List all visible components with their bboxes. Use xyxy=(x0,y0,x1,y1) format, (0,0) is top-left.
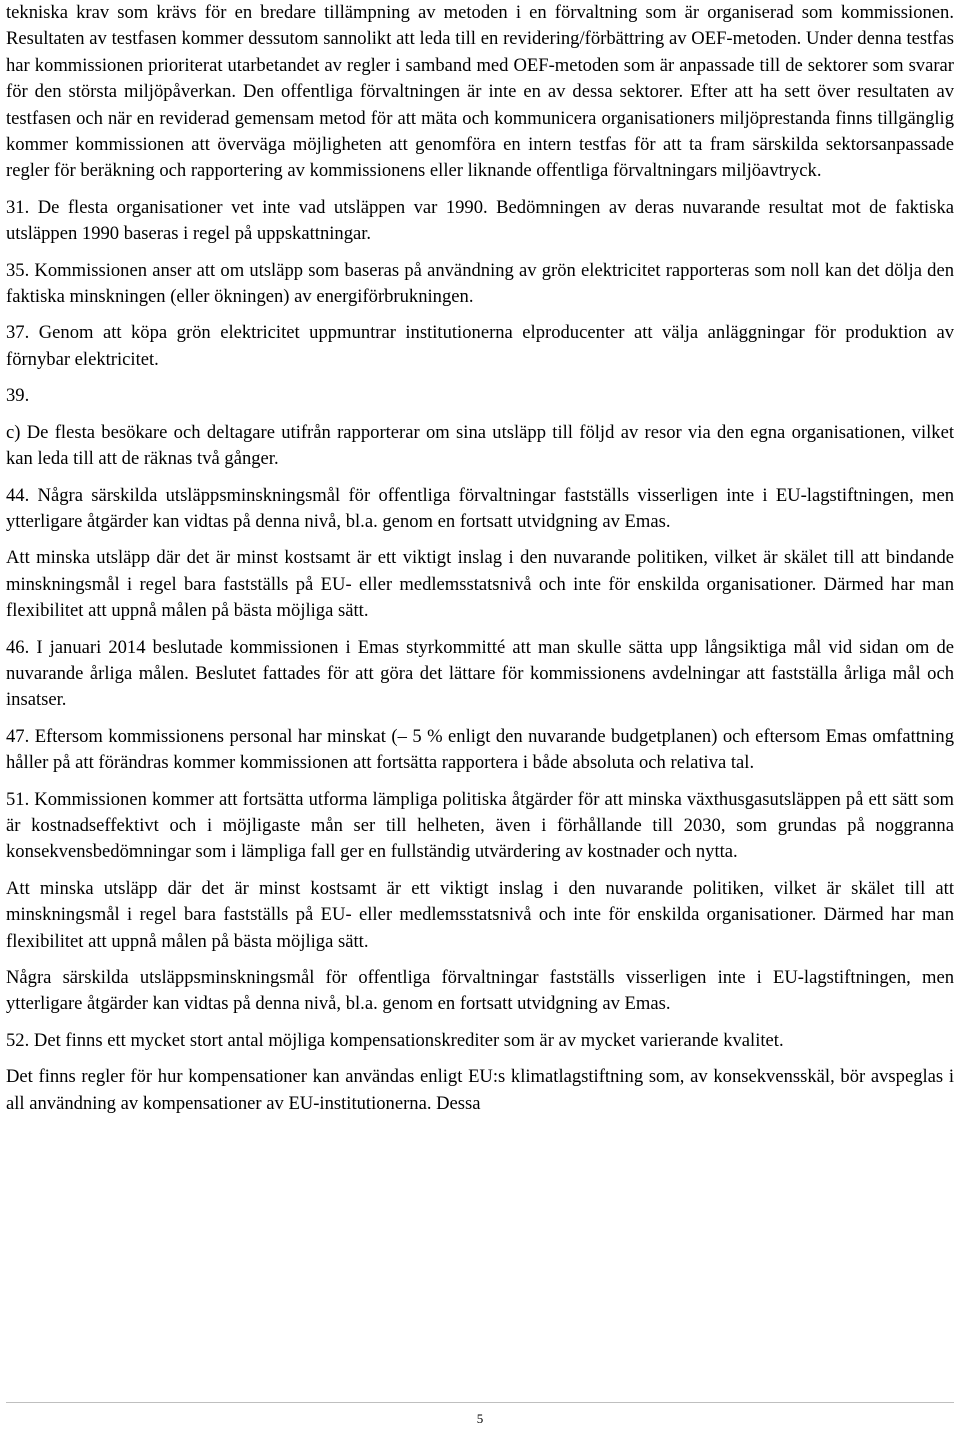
paragraph-37: 37. Genom att köpa grön elektricitet uppmuntrar institutionerna elproducenter att välja anläggningar för produktion av förnybar elektricitet. xyxy=(6,322,954,370)
paragraph-51-cont-1: Att minska utsläpp där det är minst kostsamt är ett viktigt inslag i den nuvarande politiken, vilket är skälet till att minskningsmål i regel bara fastställs på EU- eller medlemsstatsnivå och inte för enskilda organisationer. Därmed har man flexibilitet att uppnå målen på bästa möjliga sätt. xyxy=(6,877,954,952)
paragraph-52-cont: Det finns regler för hur kompensationer kan användas enligt EU:s klimatlagstiftning som, av konsekvensskäl, bör avspeglas i all användning av kompensationer av EU-institutionerna. Dessa xyxy=(6,1066,954,1114)
paragraph-39: 39. xyxy=(6,385,30,407)
footer-divider xyxy=(6,1402,954,1403)
paragraph-52: 52. Det finns ett mycket stort antal möjliga kompensationskrediter som är av mycket varierande kvalitet. xyxy=(6,1029,784,1051)
paragraph-46: 46. I januari 2014 beslutade kommissionen i Emas styrkommitté att man skulle sätta upp långsiktiga mål vid sidan om de nuvarande årliga målen. Beslutet fattades för att göra det lättare för kommissionens avdelningar att fastställa årliga mål och insatser. xyxy=(6,636,954,711)
paragraph-51-cont-2: Några särskilda utsläppsminskningsmål för offentliga förvaltningar fastställs visserligen inte i EU-lagstiftningen, men ytterligare åtgärder kan vidtas på denna nivå, bl.a. genom en fortsatt utvidgning av Emas. xyxy=(6,967,954,1015)
paragraph-44: 44. Några särskilda utsläppsminskningsmål för offentliga förvaltningar fastställs visserligen inte i EU-lagstiftningen, men ytterligare åtgärder kan vidtas på denna nivå, bl.a. genom en fortsatt utvidgning av Emas. xyxy=(6,484,954,532)
paragraph-39c: c) De flesta besökare och deltagare utifrån rapporterar om sina utsläpp till följd av resor via den egna organisationen, vilket kan leda till att de räknas två gånger. xyxy=(6,421,954,470)
paragraph-35: 35. Kommissionen anser att om utsläpp som baseras på användning av grön elektricitet rapporteras som noll kan det dölja den faktiska minskningen (eller ökningen) av energiförbrukningen. xyxy=(6,259,954,308)
paragraph-31: 31. De flesta organisationer vet inte vad utsläppen var 1990. Bedömningen av deras nuvarande resultat mot de faktiska utsläppen 1990 baseras i regel på uppskattningar. xyxy=(6,196,954,245)
paragraph-51: 51. Kommissionen kommer att fortsätta utforma lämpliga politiska åtgärder för att minska växthusgasutsläppen på ett sätt som är kostnadseffektivt och i möjligaste mån ser till helheten, även i förhållande till 2030, som grundas på noggranna konsekvensbedömningar som i lämpliga fall ger en fullständig utvärdering av kostnader och nytta. xyxy=(6,788,954,863)
paragraph-47: 47. Eftersom kommissionens personal har minskat (– 5 % enligt den nuvarande budgetplanen) och eftersom Emas omfattning håller på att förändras kommer kommissionen att fortsätta rapportera i både absoluta och relativa tal. xyxy=(6,725,954,774)
paragraph-44-cont: Att minska utsläpp där det är minst kostsamt är ett viktigt inslag i den nuvarande politiken, vilket är skälet till att bindande minskningsmål i regel bara fastställs på EU- eller medlemsstatsnivå och inte för enskilda organisationer. Därmed har man flexibilitet att uppnå målen på bästa möjliga sätt. xyxy=(6,547,954,622)
page-number: 5 xyxy=(476,1411,484,1426)
paragraph-continuation: tekniska krav som krävs för en bredare tillämpning av metoden i en förvaltning som är organiserad som kommissionen. Resultaten av testfasen kommer dessutom sannolikt att leda till en revidering/förbättring av OEF-metoden. Under denna testfas har kommissionen prioriterat utarbetandet av regler i samband med OEF-metoden som är anpassade till de sektorer som svarar för den största miljöpåverkan. Den offentliga förvaltningen är inte en av dessa sektorer. Efter att ha sett över resultaten av testfasen och när en reviderad gemensam metod för att mäta och kommunicera organisationers miljöprestanda finns tillgänglig kommer kommissionen att överväga möjligheten att genomföra en intern testfas för att ta fram särskilda sektorsanpassade regler för beräkning och rapportering av kommissionens eller liknande offentliga förvaltningars miljöavtryck. xyxy=(6,2,954,182)
document-page xyxy=(6,0,954,1127)
